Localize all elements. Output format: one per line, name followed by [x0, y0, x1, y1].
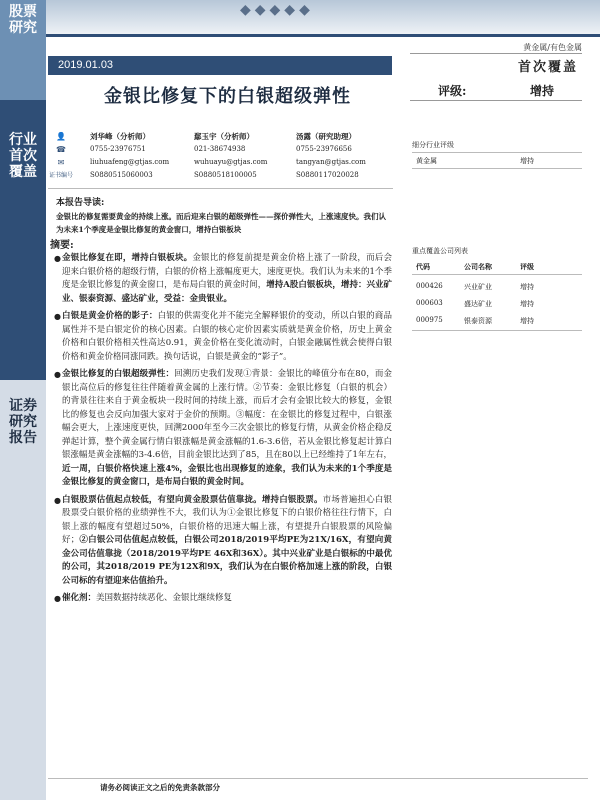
bullet-lead: 白银股票估值起点较低，有望向黄金股票估值靠拢。增持白银股票。 [62, 494, 323, 505]
company-name: 兴业矿业 [464, 283, 492, 291]
sector-divider [410, 53, 582, 54]
summary-bullet [54, 592, 392, 606]
company-name: 盛达矿业 [464, 300, 492, 308]
author-email[interactable]: tangyan@gtjas.com [296, 158, 366, 166]
guide-title: 本报告导读: [56, 198, 105, 208]
bullet-lead: 金银比修复的白银超级弹性： [62, 369, 175, 379]
bullet-icon: ● [54, 370, 61, 379]
author-cert: S0880117020028 [296, 171, 359, 179]
companies-title: 重点覆盖公司列表 [412, 247, 468, 255]
bullet-text: 美国数据持续恶化、金银比继续修复 [96, 593, 233, 603]
bullet-lead: 催化剂： [62, 593, 97, 603]
author-phone: 021-38674938 [194, 145, 246, 153]
sub-rating-title: 细分行业评级 [412, 141, 454, 149]
top-banner [46, 0, 600, 34]
author-2 [194, 130, 267, 182]
bullet-icon: ● [54, 495, 61, 505]
summary-bullet [54, 310, 392, 364]
author-name: 刘华峰（分析师） [90, 132, 150, 141]
author-phone: 0755-23976751 [90, 145, 146, 153]
sector-label: 黄金属/有色金属 [523, 43, 582, 52]
bullet-text: 回溯历史我们发现①背景：金银比的峰值分布在80，而金银比高位后的修复往往伴随着黄金属的上涨行情。②节奏：金银比修复（白银的机会）的背景往往来自于黄金板块一段时间的持续上涨，而后才会有金银比较大的修复，金银比的修复也会反向加强大家对于金价的预期。③幅度：在金银比的修复过程中，白银涨幅会更大，上涨速度更快，回溯2000年至今三次金银比的修复行情，从黄金价格企稳反弹起计算，整个黄金属行情白银涨幅是黄金涨幅的1.6-3.6倍，若从金银比修复起计算白银涨幅是黄金涨幅的3-4.6倍，目前金银比达到了85，且在80以上已经维持了1年左右， [62, 369, 392, 460]
company-rating: 增持 [520, 283, 534, 291]
author-name: 鄢玉宇（分析师） [194, 132, 254, 141]
sub-rating-sector: 黄金属 [416, 157, 437, 165]
author-1 [90, 130, 169, 182]
bullet-icon: ● [54, 312, 61, 321]
author-name: 汤露（研究助理） [296, 132, 356, 141]
sidebar [0, 0, 46, 800]
top-divider [46, 34, 600, 37]
phone-icon: ☎ [56, 145, 66, 154]
companies-header-divider [412, 274, 582, 275]
author-3 [296, 130, 366, 182]
author-cert: S0880515060003 [90, 171, 153, 179]
author-icons [48, 130, 74, 182]
rating-label: 评级: [438, 84, 467, 98]
bullet-text: 市场普遍担心白银股票受白银价格的业绩弹性不大，我们认为①金银比修复下的白银价格往往行情下，白银上涨的幅度有望超过50%，白银价格的迅速大幅上涨，有望提升白银股票的风险偏好； [62, 494, 392, 545]
summary-bullet [54, 368, 392, 490]
company-code: 000975 [416, 316, 443, 324]
bullet-tail: 增持A股白银板块，增持：兴业矿业、银泰资源、盛达矿业，受益：金贵银业。 [62, 280, 392, 304]
author-divider [48, 188, 393, 189]
disclaimer-footer: 请务必阅读正文之后的免责条款部分 [100, 783, 220, 792]
sub-rating-value: 增持 [520, 157, 534, 165]
sub-rating-divider [412, 152, 582, 153]
email-icon: ✉ [57, 158, 65, 167]
company-code: 000426 [416, 282, 443, 290]
bullet-icon: ● [54, 594, 61, 603]
guide-text: 金银比的修复需要黄金的持续上涨。而后迎来白银的超级弹性——探价弹性大，上涨速度快。我们认为未来1个季度是金银比修复的黄金窗口，增持白银板块 [56, 212, 386, 234]
report-title: 金银比修复下的白银超级弹性 [104, 86, 351, 107]
companies-bottom-divider [412, 330, 582, 331]
summary-bullet [54, 494, 392, 589]
sidebar-mid-text: 行业首次覆盖 [9, 132, 37, 180]
bullet-tail: ②白银公司估值起点较低，白银公司2018/2019平均PE为21X/16X，有望向黄金公司估值靠拢（2018/2019平均PE 46X和36X）。其中兴业矿业是白银标的中最优的公司，其2018/2019 PE为12X和9X，我们认为在白银价格加速上涨的阶段，白银公司标的有望迎来估值抬升。 [62, 535, 392, 586]
company-rating: 增持 [520, 300, 534, 308]
cert-label: 证书编号 [48, 172, 73, 179]
sidebar-bottom-text: 证券研究报告 [9, 398, 37, 446]
author-phone: 0755-23976656 [296, 145, 352, 153]
bullet-lead: 白银是黄金价格的影子： [62, 311, 158, 321]
footer-divider [48, 778, 588, 779]
company-rating: 增持 [520, 317, 534, 325]
company-code: 000603 [416, 299, 443, 307]
coverage-label: 首次覆盖 [517, 60, 578, 75]
summary-content [54, 252, 392, 610]
rating-divider [410, 100, 582, 101]
author-email[interactable]: wuhuayu@gtjas.com [194, 158, 268, 166]
col-header-code: 代码 [416, 262, 430, 271]
bullet-tail: 近一周，白银价格快速上涨4%，金银比也出现修复的迹象，我们认为未来的1个季度是金银比修复的黄金窗口，是布局白银的黄金时间。 [62, 463, 392, 487]
bullet-text: 金银比的修复前提是黄金价格上涨了一阶段，而后会迎来白银价格的超级行情，白银的价格上涨幅度更大，速度更快。我们认为未来的1个季度是金银比修复的黄金窗口，是布局白银的黄金时间， [62, 253, 392, 290]
summary-title: 摘要: [50, 240, 74, 251]
company-name: 银泰资源 [464, 317, 492, 325]
author-email[interactable]: liuhuafeng@gtjas.com [90, 158, 170, 166]
person-icon: 👤 [56, 132, 66, 141]
report-date: 2019.01.03 [58, 59, 114, 71]
bullet-icon: ● [54, 254, 61, 263]
bullet-lead: 金银比修复在即，增持白银板块。 [62, 253, 193, 263]
summary-bullet [54, 252, 392, 306]
sub-rating-bottom-divider [412, 168, 582, 169]
author-cert: S0880518100005 [194, 171, 257, 179]
rating-value: 增持 [530, 84, 555, 98]
col-header-name: 公司名称 [464, 262, 492, 271]
bullet-text: 白银的供需变化并不能完全解释银价的变动，所以白银的商品属性并不是白银定价的核心因素。白银的核心定价因素实质就是黄金价格，历史上黄金价格和白银价格相关性高达0.91，黄金价格在变化流动时，白银金融属性就会使得白银价格和黄金价格同涨同跌。换句话说，白银是黄金的“影子”。 [62, 311, 392, 362]
sidebar-top-text: 股票研究 [9, 4, 37, 36]
diamond-logo-icon: ◆◆◆◆◆ [240, 2, 314, 18]
col-header-rating: 评级 [520, 262, 534, 271]
